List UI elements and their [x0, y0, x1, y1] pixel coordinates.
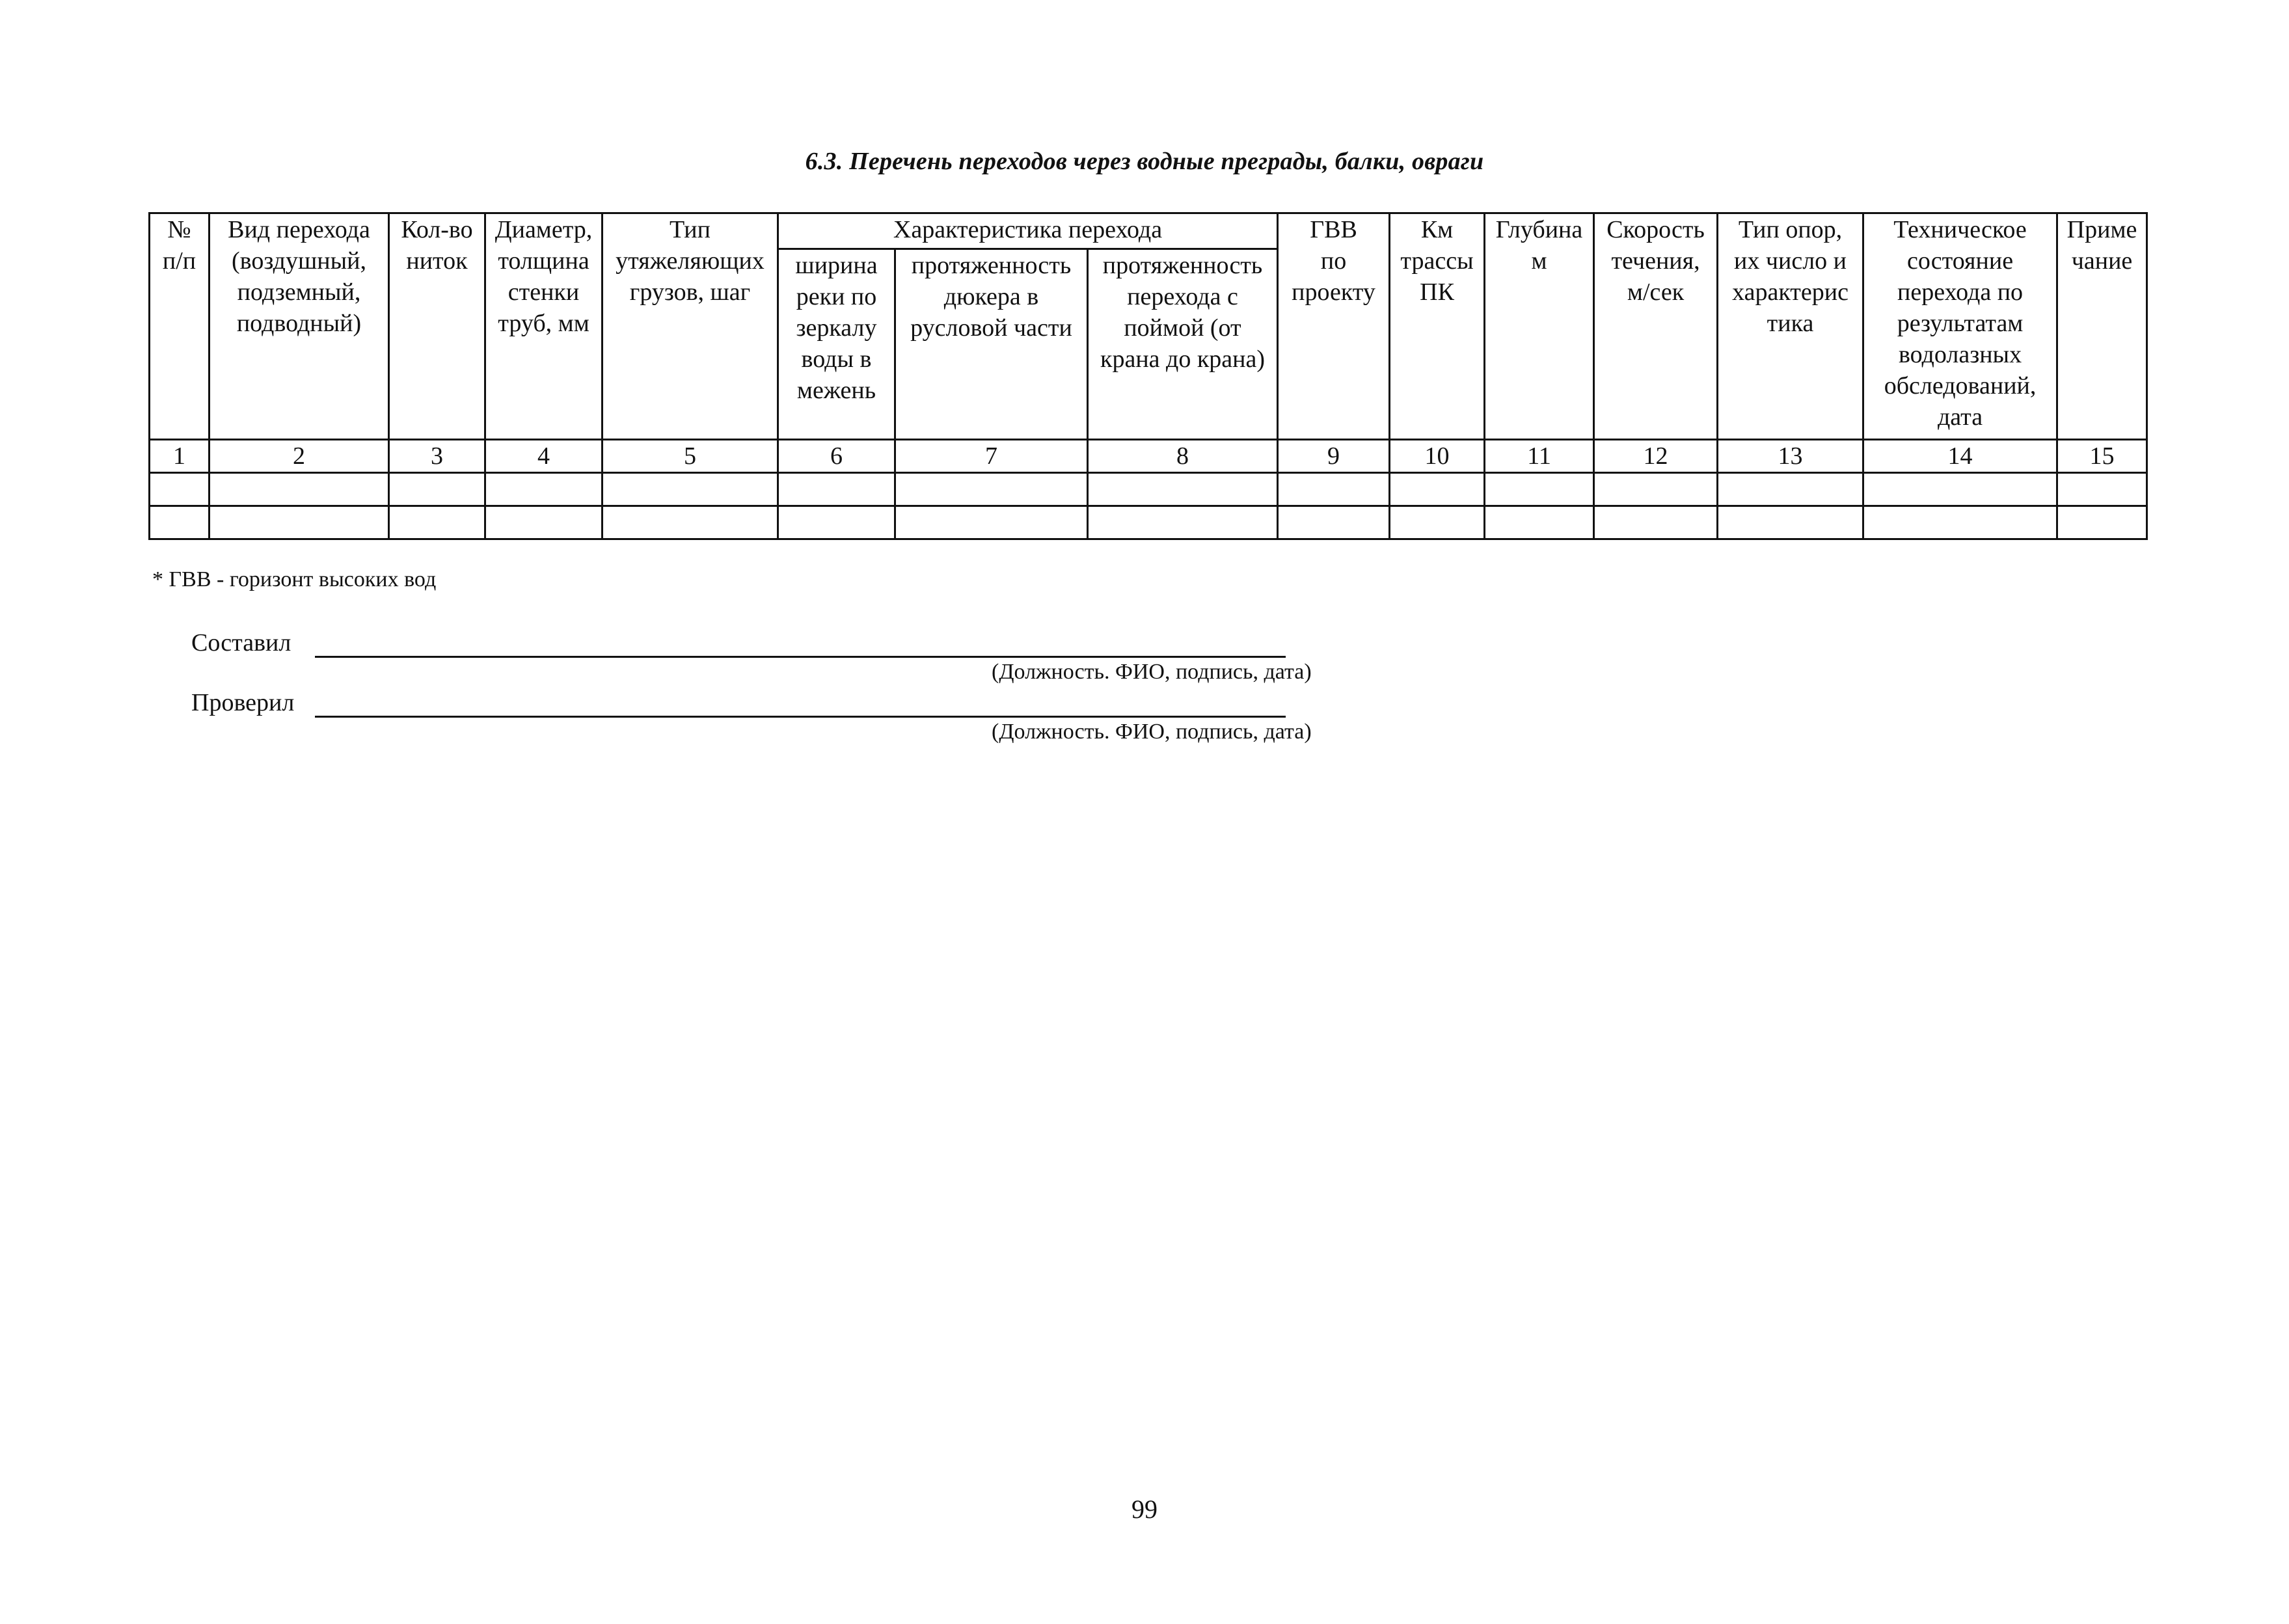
table-cell [1718, 506, 1863, 539]
table-cell [150, 473, 210, 506]
table-cell [150, 506, 210, 539]
table-cell [1863, 506, 2057, 539]
table-cell [778, 506, 895, 539]
header-supports: Тип опор, их число и характерис тика [1718, 213, 1863, 440]
table-cell [1088, 506, 1278, 539]
header-culvert-length: протяженность дюкера в русловой части [895, 249, 1088, 440]
column-number: 12 [1594, 440, 1718, 473]
column-number: 2 [210, 440, 389, 473]
checked-by-label: Проверил [191, 689, 295, 716]
compiled-by-signature-line[interactable] [315, 656, 1286, 658]
column-number: 14 [1863, 440, 2057, 473]
column-number: 4 [485, 440, 603, 473]
table-cell [1485, 473, 1594, 506]
column-number: 5 [603, 440, 778, 473]
compiled-by-caption: (Должность. ФИО, подпись, дата) [992, 660, 1312, 684]
header-weight-type: Тип утяжеляющих грузов, шаг [603, 213, 778, 440]
header-crossing-length: протяженность перехода с поймой (от крана до крана) [1088, 249, 1278, 440]
column-number: 11 [1485, 440, 1594, 473]
table-cell [1594, 506, 1718, 539]
table-cell [1088, 473, 1278, 506]
column-number: 9 [1278, 440, 1390, 473]
table-cell [1390, 506, 1485, 539]
compiled-by-label: Составил [191, 629, 291, 656]
header-line-count: Кол-во ниток [389, 213, 485, 440]
header-pipe-diameter: Диаметр, толщина стенки труб, мм [485, 213, 603, 440]
header-note: Приме чание [2057, 213, 2147, 440]
header-crossing-type: Вид перехода (воздушный, подземный, подводный) [210, 213, 389, 440]
header-high-water-level: ГВВ по проекту [1278, 213, 1390, 440]
table-header-row [150, 213, 2147, 249]
table-cell [895, 473, 1088, 506]
column-number: 6 [778, 440, 895, 473]
column-number-row [150, 440, 2147, 473]
table-cell [485, 506, 603, 539]
table-cell [603, 473, 778, 506]
header-crossing-characteristics: Характеристика перехода [778, 213, 1278, 249]
column-number: 15 [2057, 440, 2147, 473]
page-number: 99 [1131, 1495, 1158, 1524]
column-number: 8 [1088, 440, 1278, 473]
table-cell [778, 473, 895, 506]
checked-by-caption: (Должность. ФИО, подпись, дата) [992, 720, 1312, 744]
table-cell [1278, 473, 1390, 506]
table-cell [485, 473, 603, 506]
header-depth: Глубина м [1485, 213, 1594, 440]
table-cell [1594, 473, 1718, 506]
column-number: 13 [1718, 440, 1863, 473]
table-cell [1718, 473, 1863, 506]
column-number: 10 [1390, 440, 1485, 473]
table-cell [2057, 473, 2147, 506]
table-cell [210, 506, 389, 539]
table-cell [210, 473, 389, 506]
header-number: № п/п [150, 213, 210, 440]
table-cell [2057, 506, 2147, 539]
header-river-width: ширина реки по зеркалу воды в межень [778, 249, 895, 440]
header-route-km: Км трассы ПК [1390, 213, 1485, 440]
table-cell [1485, 506, 1594, 539]
table-cell [603, 506, 778, 539]
table-cell [389, 506, 485, 539]
crossings-table [148, 212, 2148, 540]
footnote: * ГВВ - горизонт высоких вод [152, 567, 437, 591]
column-number: 1 [150, 440, 210, 473]
table-cell [895, 506, 1088, 539]
table-cell [389, 473, 485, 506]
header-technical-state: Техническое состояние перехода по результатам водолазных обследований, дата [1863, 213, 2057, 440]
checked-by-signature-line[interactable] [315, 716, 1286, 718]
table-row [150, 473, 2147, 506]
header-flow-speed: Скорость течения, м/сек [1594, 213, 1718, 440]
table-cell [1278, 506, 1390, 539]
table-cell [1390, 473, 1485, 506]
table-cell [1863, 473, 2057, 506]
table-row [150, 506, 2147, 539]
column-number: 3 [389, 440, 485, 473]
column-number: 7 [895, 440, 1088, 473]
page-title: 6.3. Перечень переходов через водные преграды, балки, овраги [805, 148, 1484, 175]
